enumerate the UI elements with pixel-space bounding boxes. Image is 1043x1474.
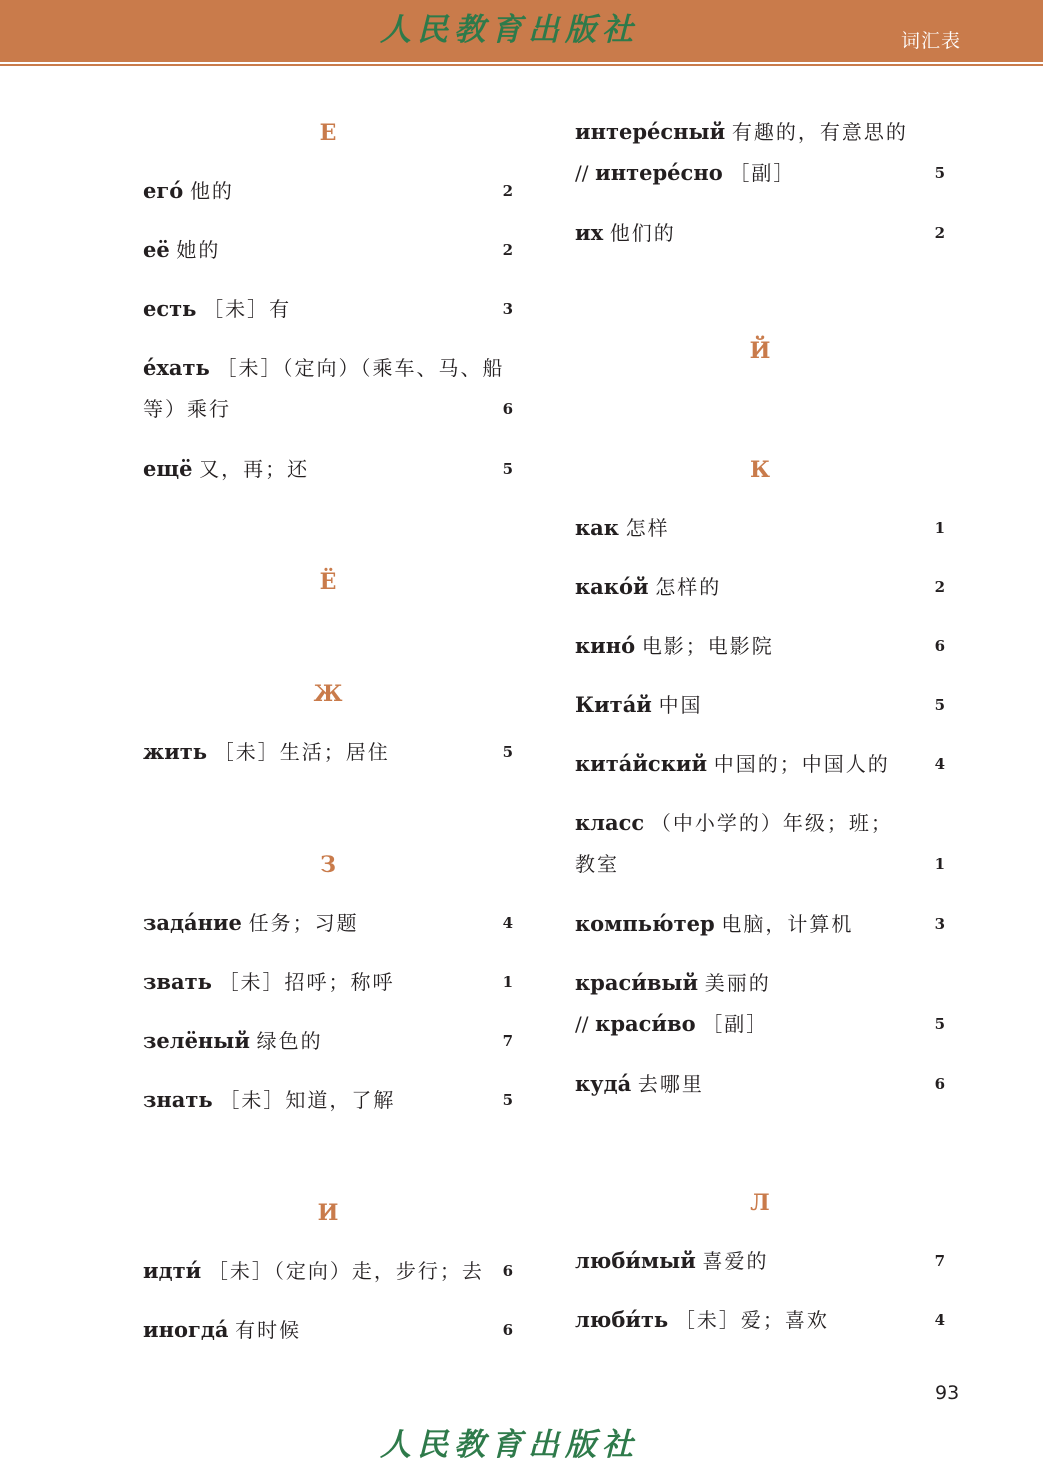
- entry-line: [575, 213, 676, 253]
- russian-headword: како́й: [575, 574, 649, 599]
- russian-headword: жить: [143, 739, 208, 764]
- chinese-gloss: 绿色的: [256, 1029, 323, 1053]
- chinese-gloss: 等）乘行: [143, 397, 231, 421]
- page-number: 93: [935, 1382, 960, 1404]
- chinese-gloss: ［副］: [729, 161, 796, 185]
- chinese-gloss: 中国的；中国人的: [713, 752, 890, 776]
- entry-line: [575, 1300, 829, 1340]
- entry-line: [143, 289, 291, 329]
- entry-line: [575, 963, 771, 1003]
- derived-form-marker: //: [575, 161, 589, 185]
- chinese-gloss: ［未］（定向）走，步行；去: [207, 1259, 484, 1283]
- entry-line: [143, 449, 309, 489]
- lesson-number: 7: [502, 1032, 513, 1050]
- lesson-number: 6: [502, 1321, 513, 1339]
- russian-headword: компью́тер: [575, 911, 715, 936]
- chinese-gloss: 任务；习题: [248, 911, 359, 935]
- russian-headword: куда́: [575, 1071, 632, 1096]
- section-letter-heading: З: [320, 852, 336, 878]
- russian-headword: ещё: [143, 456, 193, 481]
- chinese-gloss: 有趣的，有意思的: [731, 120, 908, 144]
- section-title: 词汇表: [900, 30, 961, 52]
- russian-headword: зелёный: [143, 1028, 250, 1053]
- section-letter-heading: К: [749, 457, 770, 483]
- entry-line: [575, 1241, 768, 1281]
- entry-line: [143, 1021, 323, 1061]
- lesson-number: 6: [502, 400, 513, 418]
- russian-headword: звать: [143, 969, 212, 994]
- chinese-gloss: 去哪里: [637, 1072, 704, 1096]
- entry-line: [143, 1251, 484, 1291]
- lesson-number: 5: [934, 696, 945, 714]
- lesson-number: 2: [502, 241, 513, 259]
- chinese-gloss: 电脑，计算机: [721, 912, 854, 936]
- lesson-number: 3: [502, 300, 513, 318]
- entry-line: [575, 844, 619, 884]
- russian-headword: её: [143, 237, 170, 262]
- footer-publisher-logo: 人民教育出版社: [380, 1427, 639, 1463]
- chinese-gloss: （中小学的）年级；班；: [650, 811, 893, 835]
- chinese-gloss: 她的: [176, 238, 221, 262]
- lesson-number: 6: [934, 1075, 945, 1093]
- lesson-number: 1: [934, 519, 945, 537]
- entry-line: [143, 389, 231, 429]
- lesson-number: 6: [502, 1262, 513, 1280]
- entry-line: [575, 567, 721, 607]
- lesson-number: 1: [934, 855, 945, 873]
- chinese-gloss: 他的: [189, 179, 234, 203]
- entry-line: [575, 1064, 704, 1104]
- russian-headword: люби́мый: [575, 1248, 696, 1273]
- chinese-gloss: 又，再；还: [199, 457, 310, 481]
- chinese-gloss: 怎样: [625, 516, 670, 540]
- russian-headword: кино́: [575, 633, 636, 658]
- entry-line: [575, 153, 795, 193]
- lesson-number: 1: [502, 973, 513, 991]
- entry-line: [575, 112, 908, 152]
- entry-line: [575, 626, 774, 666]
- chinese-gloss: ［未］招呼；称呼: [218, 970, 395, 994]
- russian-headword: класс: [575, 810, 645, 835]
- chinese-gloss: ［未］爱；喜欢: [674, 1308, 829, 1332]
- derived-form-marker: //: [575, 1012, 589, 1036]
- section-letter-heading: Ё: [319, 569, 337, 595]
- russian-headword: кита́йский: [575, 751, 708, 776]
- entry-line: [575, 685, 703, 725]
- entry-line: [575, 904, 853, 944]
- section-letter-heading: Ж: [313, 681, 343, 707]
- chinese-gloss: 怎样的: [655, 575, 722, 599]
- russian-headword: как: [575, 515, 619, 540]
- russian-headword: краси́вый: [575, 970, 699, 995]
- chinese-gloss: 有时候: [235, 1318, 302, 1342]
- chinese-gloss: 教室: [575, 852, 619, 876]
- chinese-gloss: ［未］知道，了解: [219, 1088, 396, 1112]
- chinese-gloss: 中国: [658, 693, 703, 717]
- chinese-gloss: ［未］（定向）（乘车、马、船: [216, 356, 505, 380]
- lesson-number: 5: [502, 460, 513, 478]
- entry-line: [143, 962, 395, 1002]
- section-letter-heading: Й: [749, 338, 771, 364]
- entry-line: [143, 171, 234, 211]
- lesson-number: 5: [502, 743, 513, 761]
- russian-headword: есть: [143, 296, 197, 321]
- russian-headword: знать: [143, 1087, 213, 1112]
- page-header-band: [0, 0, 1043, 62]
- entry-line: [143, 230, 220, 270]
- header-divider: [0, 64, 1043, 66]
- russian-headword: е́хать: [143, 355, 210, 380]
- russian-headword: интере́сный: [575, 119, 726, 144]
- russian-headword: краси́во: [595, 1011, 696, 1036]
- lesson-number: 2: [934, 224, 945, 242]
- lesson-number: 5: [934, 164, 945, 182]
- section-letter-heading: И: [317, 1200, 339, 1226]
- lesson-number: 7: [934, 1252, 945, 1270]
- entry-line: [143, 732, 390, 772]
- russian-headword: Кита́й: [575, 692, 652, 717]
- section-letter-heading: Е: [319, 120, 337, 146]
- lesson-number: 4: [934, 755, 945, 773]
- entry-line: [143, 1310, 301, 1350]
- entry-line: [575, 744, 890, 784]
- chinese-gloss: 美丽的: [704, 971, 771, 995]
- lesson-number: 4: [934, 1311, 945, 1329]
- chinese-gloss: 喜爱的: [702, 1249, 769, 1273]
- chinese-gloss: ［副］: [702, 1012, 769, 1036]
- section-letter-heading: Л: [750, 1190, 770, 1216]
- chinese-gloss: 他们的: [609, 221, 676, 245]
- publisher-logo: 人民教育出版社: [380, 12, 639, 48]
- russian-headword: зада́ние: [143, 910, 242, 935]
- lesson-number: 5: [934, 1015, 945, 1033]
- lesson-number: 3: [934, 915, 945, 933]
- russian-headword: люби́ть: [575, 1307, 669, 1332]
- russian-headword: его́: [143, 178, 184, 203]
- russian-headword: иногда́: [143, 1317, 229, 1342]
- lesson-number: 2: [934, 578, 945, 596]
- entry-line: [143, 903, 359, 943]
- russian-headword: интере́сно: [595, 160, 723, 185]
- lesson-number: 5: [502, 1091, 513, 1109]
- russian-headword: идти́: [143, 1258, 202, 1283]
- entry-line: [143, 348, 504, 388]
- lesson-number: 6: [934, 637, 945, 655]
- lesson-number: 2: [502, 182, 513, 200]
- chinese-gloss: 电影；电影院: [641, 634, 774, 658]
- chinese-gloss: ［未］生活；居住: [213, 740, 390, 764]
- entry-line: [575, 508, 670, 548]
- chinese-gloss: ［未］有: [203, 297, 292, 321]
- entry-line: [575, 803, 893, 843]
- lesson-number: 4: [502, 914, 513, 932]
- russian-headword: их: [575, 220, 604, 245]
- entry-line: [575, 1004, 768, 1044]
- entry-line: [143, 1080, 395, 1120]
